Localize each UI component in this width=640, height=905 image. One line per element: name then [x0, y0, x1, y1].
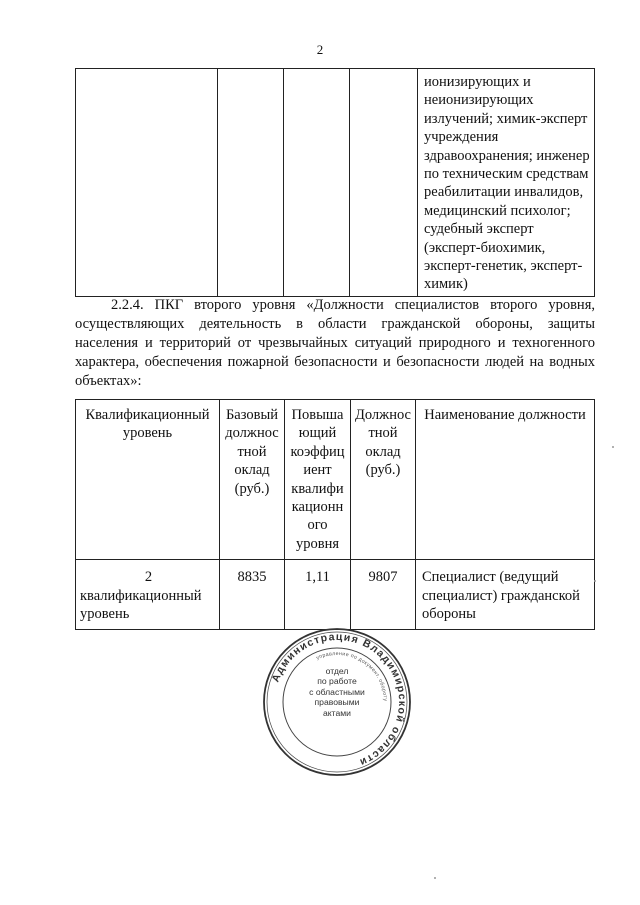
header-position-salary	[351, 400, 416, 560]
cell-line: квалификационный	[80, 587, 202, 604]
empty-cell	[350, 69, 418, 297]
cell-qualification-level	[76, 560, 220, 630]
qualification-table	[75, 399, 595, 630]
cell-line: неионизирующих	[424, 92, 534, 109]
position-list-cell	[418, 69, 595, 297]
cell-line: химик)	[424, 276, 468, 293]
cell-line: медицинский психолог;	[424, 202, 571, 219]
empty-cell	[76, 69, 218, 297]
table-row	[76, 560, 595, 630]
cell-line: (эксперт-биохимик,	[424, 239, 546, 256]
header-line: оклад	[234, 462, 270, 479]
cell-line: эксперт-генетик, эксперт-	[424, 258, 583, 275]
cell-line: излучений; химик-эксперт	[424, 110, 588, 127]
empty-cell	[284, 69, 350, 297]
header-line: кационн	[291, 499, 344, 516]
cell-line: здравоохранения; инженер	[424, 147, 590, 164]
header-position-name	[416, 400, 595, 560]
continuation-table	[75, 68, 595, 297]
cell-position-salary: 9807	[351, 560, 416, 630]
header-line: коэффиц	[290, 443, 345, 460]
cell-position-name	[416, 560, 595, 630]
header-line: Повыша	[291, 407, 344, 423]
header-line: тной	[237, 443, 267, 460]
cell-line: по техническим средствам	[424, 166, 589, 183]
paragraph-line: характера, обеспечения пожарной безопасности и безопасности людей на водных	[75, 354, 595, 370]
cell-line: реабилитации инвалидов,	[424, 184, 584, 201]
header-line: должнос	[225, 425, 279, 442]
stamp-inner-text: управление по документ. обороту	[315, 650, 389, 702]
scan-speck	[594, 580, 596, 582]
stamp-line: с областными	[309, 686, 365, 697]
stamp-line: актами	[323, 707, 351, 718]
paragraph-line: 2.2.4. ПКГ второго уровня «Должности специалистов второго уровня,	[111, 297, 595, 313]
cell-line: уровень	[80, 606, 130, 623]
header-base-salary	[220, 400, 285, 560]
paragraph-line: объектах»:	[75, 373, 142, 389]
scan-speck	[612, 446, 614, 448]
empty-cell	[218, 69, 284, 297]
header-line: Базовый	[225, 407, 278, 423]
header-line: ющий	[298, 425, 337, 442]
header-qualification-level	[76, 400, 220, 560]
header-line: уровня	[295, 535, 340, 552]
stamp-center-text	[262, 666, 412, 718]
stamp-line: по работе	[317, 676, 357, 687]
header-line: Квалификационный	[85, 407, 210, 423]
header-line: ого	[307, 517, 328, 534]
section-paragraph	[75, 296, 595, 391]
header-coefficient	[285, 400, 351, 560]
cell-line: 2	[144, 569, 153, 586]
paragraph-line: населения и территорий от чрезвычайных ситуаций природного и техногенного	[75, 335, 595, 351]
table-header-row	[76, 400, 595, 560]
cell-line: Специалист (ведущий	[422, 569, 559, 586]
cell-base-salary: 8835	[220, 560, 285, 630]
cell-line: учреждения	[424, 129, 499, 146]
cell-line: судебный эксперт	[424, 221, 534, 238]
header-line: иент	[303, 462, 332, 479]
official-stamp	[262, 627, 412, 777]
header-line: (руб.)	[234, 480, 270, 497]
header-line: квалифи	[291, 480, 344, 497]
header-line: уровень	[122, 425, 173, 442]
header-line: (руб.)	[365, 462, 401, 479]
stamp-line: отдел	[325, 666, 349, 676]
cell-line: специалист) гражданской	[422, 587, 580, 604]
paragraph-line: осуществляющих деятельность в области гражданской обороны, защиты	[75, 316, 595, 332]
page-number: 2	[316, 42, 324, 57]
stamp-outer-text: Администрация Владимирской области	[269, 630, 409, 769]
cell-line: обороны	[422, 606, 476, 623]
header-line: оклад	[365, 443, 401, 460]
header-line: тной	[368, 425, 398, 442]
cell-line: ионизирующих и	[424, 74, 531, 90]
header-line: Должнос	[354, 407, 411, 423]
cell-coefficient: 1,11	[285, 560, 351, 630]
header-line: Наименование должности	[424, 407, 586, 423]
scan-speck	[434, 877, 436, 879]
stamp-line: правовыми	[314, 697, 360, 708]
